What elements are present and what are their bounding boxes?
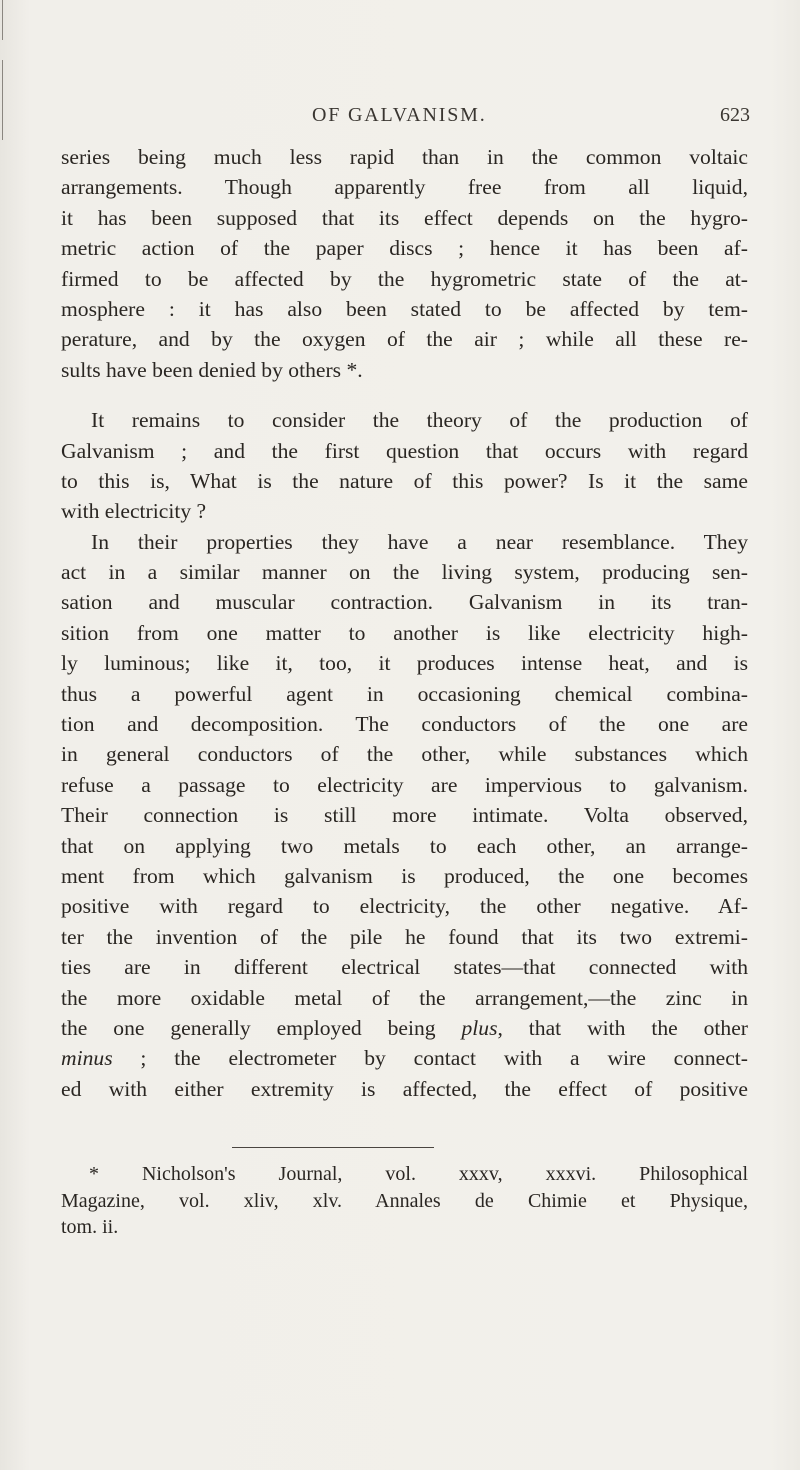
text-line: ter the invention of the pile he found that its two extremi-	[61, 924, 748, 949]
running-head-title: OF GALVANISM.	[312, 104, 487, 126]
body-text	[61, 142, 748, 1104]
paragraph-3	[61, 527, 748, 1104]
footnote-line: * Nicholson's Journal, vol. xxxv, xxxvi. Philosophical	[89, 1163, 748, 1185]
text-line: Their connection is still more intimate. Volta observed,	[61, 803, 748, 828]
text-line: ment from which galvanism is produced, the one becomes	[61, 863, 748, 888]
text-line: the more oxidable metal of the arrangement,—the zinc in	[61, 985, 748, 1010]
text-line: that on applying two metals to each other, an arrange-	[61, 833, 748, 858]
footnote-rule	[232, 1147, 434, 1148]
text-line: in general conductors of the other, while substances which	[61, 742, 748, 767]
text-line: mosphere : it has also been stated to be affected by tem-	[61, 296, 748, 321]
text-line: perature, and by the oxygen of the air ; while all these re-	[61, 327, 748, 352]
paragraph-1	[61, 142, 748, 385]
text-line: it has been supposed that its effect depends on the hygro-	[61, 205, 748, 230]
text-line: sation and muscular contraction. Galvanism in its tran-	[61, 590, 748, 615]
page-number: 623	[720, 104, 750, 126]
text-line: thus a powerful agent in occasioning chemical combina-	[61, 681, 748, 706]
paragraph-gap	[61, 385, 748, 405]
text-line: firmed to be affected by the hygrometric state of the at-	[61, 266, 748, 291]
text-line: positive with regard to electricity, the other negative. Af-	[61, 894, 748, 919]
text-line: sults have been denied by others *.	[61, 357, 363, 382]
text-line: ties are in different electrical states—that connected with	[61, 955, 748, 980]
paragraph-2	[61, 405, 748, 527]
text-line: minus ; the electrometer by contact with a wire connect-	[61, 1046, 748, 1071]
text-line: Galvanism ; and the first question that occurs with regard	[61, 438, 748, 463]
page-edge-mark	[2, 0, 3, 40]
footnote-line: Magazine, vol. xliv, xlv. Annales de Chimie et Physique,	[61, 1189, 748, 1212]
text-line: act in a similar manner on the living system, producing sen-	[61, 560, 748, 585]
running-head	[60, 104, 750, 134]
text-line: series being much less rapid than in the common voltaic	[61, 145, 748, 169]
text-line: to this is, What is the nature of this power? Is it the same	[61, 468, 748, 493]
text-line: sition from one matter to another is like electricity high-	[61, 620, 748, 645]
text-line: with electricity ?	[61, 499, 207, 524]
text-line: the one generally employed being plus, that with the other	[61, 1015, 748, 1040]
text-line: ly luminous; like it, too, it produces intense heat, and is	[61, 651, 748, 676]
text-line: tion and decomposition. The conductors of the one are	[61, 712, 748, 737]
text-line: refuse a passage to electricity are impervious to galvanism.	[61, 772, 748, 797]
text-line: It remains to consider the theory of the production of	[91, 408, 748, 433]
footnote	[61, 1161, 748, 1241]
footnote-line: tom. ii.	[61, 1216, 119, 1238]
text-line: In their properties they have a near resemblance. They	[91, 529, 748, 554]
page-edge-mark	[2, 60, 3, 140]
text-line: ed with either extremity is affected, the effect of positive	[61, 1076, 748, 1101]
text-line: arrangements. Though apparently free from all liquid,	[61, 175, 748, 200]
text-line: metric action of the paper discs ; hence it has been af-	[61, 236, 748, 261]
